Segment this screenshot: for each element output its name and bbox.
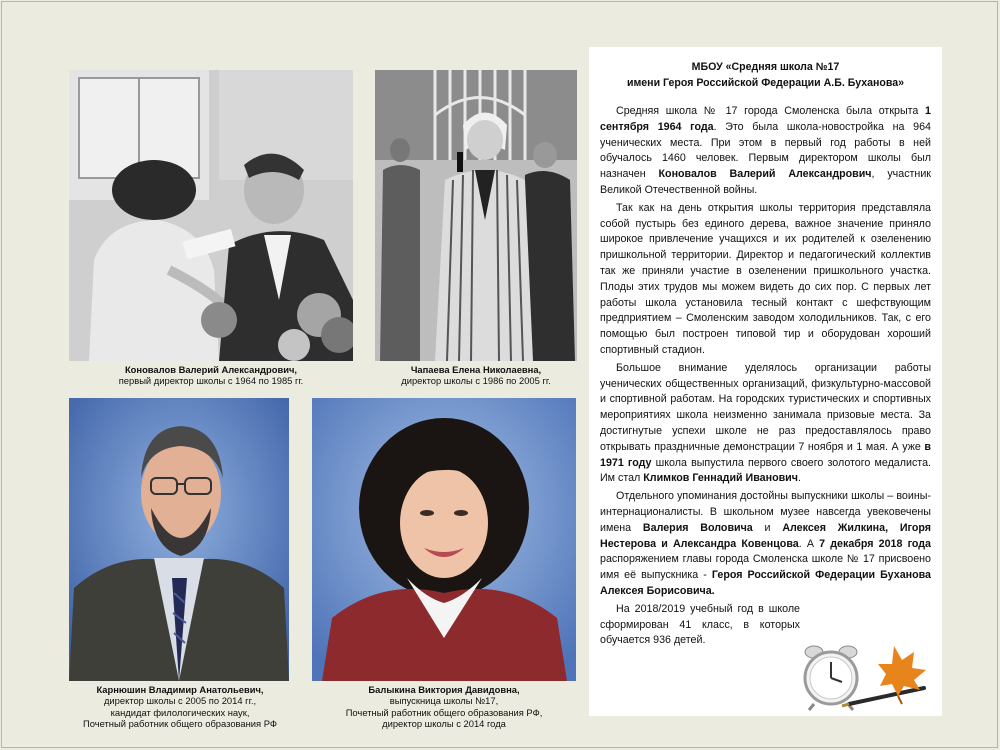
paragraph-activities: Большое внимание уделялось организации работы ученических общественных организаций, физкультурно-массовой и спортивной работам. На городских туристических и спортивных мероприятиях школа неизменно занимала призовые места. За достигнутые успехи школе не раз предоставлялось право открывать праздничные демонстрации 7 ноября и 1 мая. А уже в 1971 году школа выпустила первого своего золотого медалиста. Им стал Климков Геннадий Иванович. [600,361,931,485]
caption-line: директор школы с 2014 года [382,718,506,730]
paragraph-current-year: На 2018/2019 учебный год в школе сформирован 41 класс, в которых обучается 936 детей. [600,602,800,647]
history-text-panel [589,47,942,716]
person-name: Коновалов Валерий Александрович, [124,364,298,375]
photo-karnyushin [69,398,289,681]
alarm-clock-icon [805,646,857,710]
heading-line: МБОУ «Средняя школа №17 [691,61,840,73]
caption-chapaeva [375,364,577,387]
caption-line: директор школы с 1986 по 2005 гг. [401,375,551,387]
caption-line: первый директор школы с 1964 по 1985 гг. [118,375,304,387]
caption-line: директор школы с 2005 по 2014 гг., [103,695,257,707]
caption-line: Почетный работник общего образования РФ [82,718,277,730]
school-heading [600,59,931,91]
photo-balykina [312,398,576,681]
caption-line: кандидат филологических наук, [110,706,250,718]
paragraph-opening: Средняя школа № 17 города Смоленска была открыта 1 сентября 1964 года. Это была школа-новостройка на 964 ученических места. При этом в первый год работы в ней обучалось 1460 человек. Первым директором школы был назначен Коновалов Валерий Александрович, участник Великой Отечественной войны. [600,105,931,196]
photo-chapaeva [375,70,577,361]
person-name: Балыкина Виктория Давидовна, [368,684,520,695]
heading-line: имени Героя Российской Федерации А.Б. Буханова» [626,77,905,89]
caption-karnyushin [49,684,311,730]
decoration-illustration [794,638,934,712]
paragraph-graduates: Отдельного упоминания достойны выпускники школы – воины-интернационалисты. В школьном музее навсегда увековечены имена Валерия Воловича и Алексея Жилкина, Игоря Нестерова и Александра Ковенцова. А 7 декабря 2018 года распоряжением главы города Смоленска школе № 17 присвоено имя её выпускника - Героя Российской Федерации Буханова Алексея Борисовича. [600,490,931,597]
caption-konovalov [69,364,353,387]
caption-line: Почетный работник общего образования РФ, [345,706,543,718]
paragraph-greening: Так как на день открытия школы территория представляла собой пустырь без единого дерева, важное значение приняло широкое привлечение учащихся и их родителей к озеленению пришкольной территории. Директор и педагогический коллектив так же приняли участие в озеленении пришкольного участка. Плоды этих трудов мы можем видеть до сих пор. С первых лет работы школа установила тесный контакт с шефствующим предприятием – Смоленским заводом холодильников. Так, с его помощью был построен типовой тир и оборудован хороший спортивный стадион. [600,201,931,356]
photo-konovalov [69,70,353,361]
person-name: Карнюшин Владимир Анатольевич, [96,684,264,695]
caption-balykina [312,684,576,730]
person-name: Чапаева Елена Николаевна, [410,364,542,375]
caption-line: выпускница школы №17, [389,695,499,707]
